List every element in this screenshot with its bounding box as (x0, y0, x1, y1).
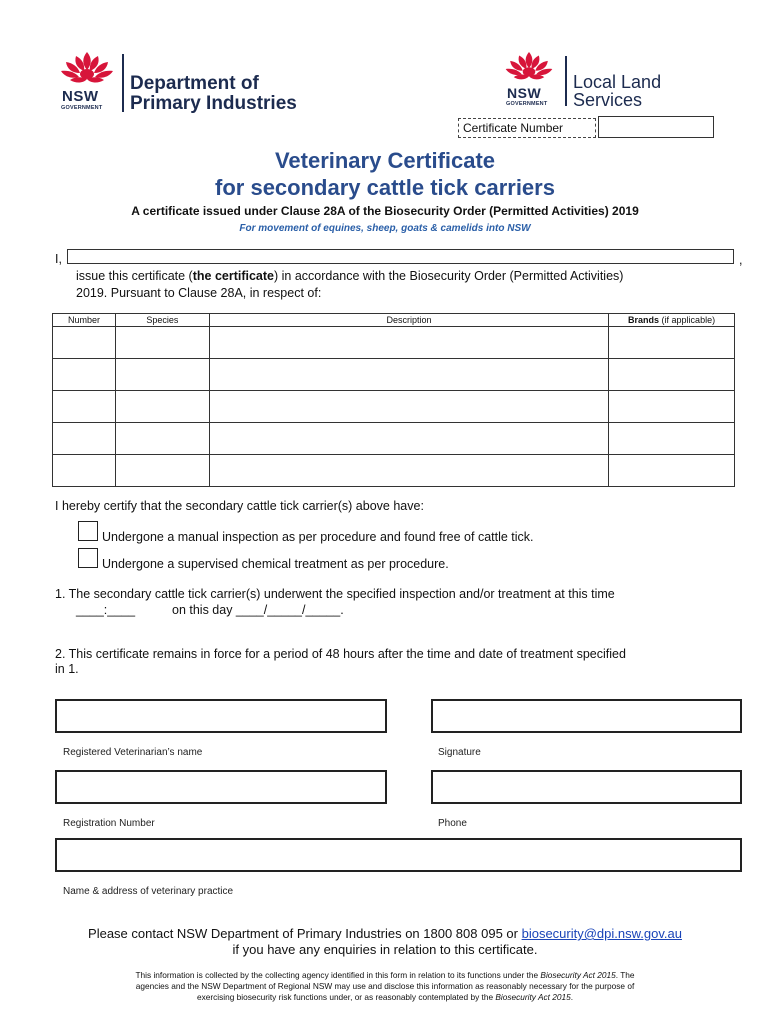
cell-number[interactable] (53, 359, 116, 391)
cell-brands[interactable] (609, 359, 735, 391)
cell-species[interactable] (115, 423, 209, 455)
cell-brands[interactable] (609, 391, 735, 423)
registration-number-field[interactable] (55, 770, 387, 804)
cell-description[interactable] (209, 327, 608, 359)
logo-divider (122, 54, 124, 112)
certificate-number-label: Certificate Number (458, 118, 596, 138)
clause1-time-blank[interactable]: ____:____ (76, 603, 136, 617)
declaration-prefix: I, (55, 252, 62, 266)
table-row (53, 391, 735, 423)
signature-label: Signature (438, 747, 481, 758)
privacy-line3 (0, 992, 770, 1003)
cell-species[interactable] (115, 391, 209, 423)
dpi-name-line1: Department of (130, 73, 259, 94)
declaration-text-a: issue this certificate ( (76, 269, 193, 283)
cell-brands[interactable] (609, 455, 735, 487)
privacy-line1 (0, 970, 770, 981)
clause1-line1: 1. The secondary cattle tick carrier(s) underwent the specified inspection and/or treatment at this time (55, 587, 615, 601)
clause1-date-blank[interactable]: on this day ____/_____/_____. (172, 603, 344, 617)
certify-intro: I hereby certify that the secondary cattle tick carrier(s) above have: (55, 499, 424, 513)
dpi-name-line2: Primary Industries (130, 93, 297, 114)
header-brands-bold: Brands (628, 315, 660, 325)
table-row (53, 359, 735, 391)
cell-species[interactable] (115, 359, 209, 391)
movement-note: For movement of equines, sheep, goats & camelids into NSW (239, 223, 531, 234)
phone-label: Phone (438, 818, 467, 829)
cell-species[interactable] (115, 327, 209, 359)
cell-description[interactable] (209, 391, 608, 423)
header-species: Species (115, 314, 209, 327)
page-subtitle: A certificate issued under Clause 28A of the Biosecurity Order (Permitted Activities) 2019 (131, 204, 639, 218)
header-number: Number (53, 314, 116, 327)
logo-divider (565, 56, 567, 106)
veterinarian-name-input[interactable] (67, 249, 734, 264)
waratah-icon (58, 50, 116, 92)
cell-number[interactable] (53, 391, 116, 423)
nsw-wordmark: NSW (507, 85, 542, 101)
clause2-line1: 2. This certificate remains in force for a period of 48 hours after the time and date of treatment specified (55, 647, 626, 661)
contact-line1 (0, 926, 770, 942)
registration-number-label: Registration Number (63, 818, 155, 829)
manual-inspection-label: Undergone a manual inspection as per procedure and found free of cattle tick. (102, 530, 534, 544)
privacy-text-a: This information is collected by the collecting agency identified in this form in relation to its functions under the (135, 970, 541, 980)
header-brands-rest: (if applicable) (659, 315, 716, 325)
cell-description[interactable] (209, 455, 608, 487)
vet-name-label: Registered Veterinarian’s name (63, 747, 203, 758)
manual-inspection-checkbox[interactable] (78, 521, 98, 541)
phone-field[interactable] (431, 770, 742, 804)
table-row (53, 327, 735, 359)
privacy-text-c: exercising biosecurity risk functions under, or as reasonably contemplated by the (196, 992, 496, 1002)
contact-text: Please contact NSW Department of Primary Industries on 1800 808 095 or (88, 926, 522, 941)
cell-number[interactable] (53, 423, 116, 455)
government-wordmark: GOVERNMENT (506, 101, 548, 107)
privacy-line2: agencies and the NSW Department of Regional NSW may use and disclose this information as reasonably necessary for the purpose of (135, 981, 635, 991)
table-row (53, 455, 735, 487)
privacy-text-b: . The (615, 970, 635, 980)
government-wordmark: GOVERNMENT (61, 105, 103, 111)
signature-field[interactable] (431, 699, 742, 733)
cell-number[interactable] (53, 327, 116, 359)
privacy-text-d: . (570, 992, 574, 1002)
table-header-row (53, 314, 735, 327)
declaration-text-bold: the certificate (192, 269, 274, 283)
contact-email-link[interactable]: biosecurity@dpi.nsw.gov.au (521, 926, 682, 941)
animals-table (52, 313, 735, 487)
certificate-number-field[interactable] (598, 116, 714, 138)
clause2-line2: in 1. (55, 662, 79, 676)
nsw-wordmark: NSW (62, 88, 99, 105)
header-description: Description (209, 314, 608, 327)
declaration-text-line1 (76, 268, 623, 284)
practice-address-field[interactable] (55, 838, 742, 872)
table-row (53, 423, 735, 455)
lls-name-line1: Local Land (573, 72, 662, 92)
lls-logo (503, 50, 693, 114)
cell-number[interactable] (53, 455, 116, 487)
chemical-treatment-checkbox[interactable] (78, 548, 98, 568)
contact-line2: if you have any enquiries in relation to this certificate. (232, 942, 538, 957)
privacy-act-name: Biosecurity Act 2015 (495, 992, 571, 1002)
cell-brands[interactable] (609, 423, 735, 455)
declaration-suffix: , (739, 253, 743, 267)
declaration-text-b: ) in accordance with the Biosecurity Order (Permitted Activities) (274, 269, 624, 283)
header-brands (609, 314, 735, 327)
cell-description[interactable] (209, 359, 608, 391)
cell-brands[interactable] (609, 327, 735, 359)
cell-species[interactable] (115, 455, 209, 487)
dpi-logo (58, 50, 308, 114)
page-title-line2: for secondary cattle tick carriers (215, 175, 555, 200)
practice-address-label: Name & address of veterinary practice (63, 886, 234, 897)
cell-description[interactable] (209, 423, 608, 455)
privacy-act-name: Biosecurity Act 2015 (540, 970, 616, 980)
chemical-treatment-label: Undergone a supervised chemical treatment as per procedure. (102, 557, 449, 571)
vet-name-field[interactable] (55, 699, 387, 733)
waratah-icon (503, 50, 555, 88)
declaration-text-line2: 2019. Pursuant to Clause 28A, in respect of: (76, 286, 322, 300)
lls-name-line2: Services (573, 90, 643, 110)
page-title-line1: Veterinary Certificate (274, 148, 496, 173)
